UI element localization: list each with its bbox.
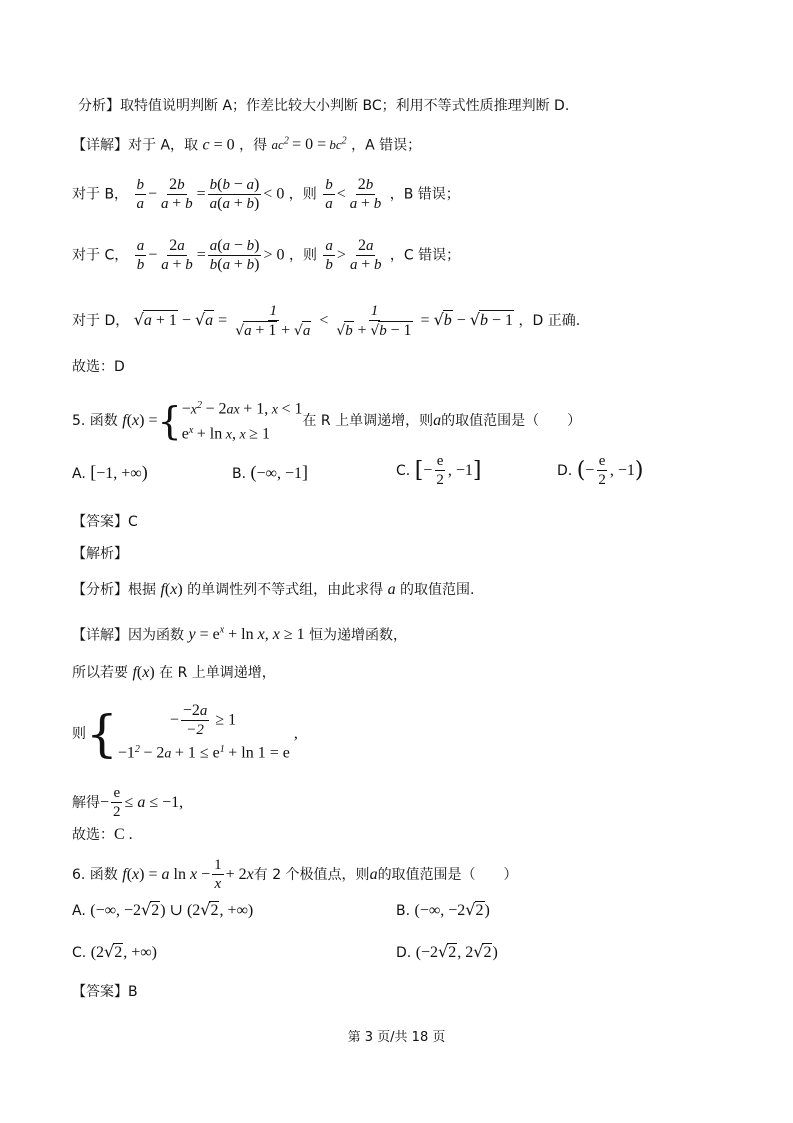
q5-xiangjie: 【详解】因为函数 $y = e^x + \ln x$, x ≥ 1 恒为递增函数， (72, 625, 408, 644)
frac-b-a: $\frac{b}{a}$ (136, 177, 145, 212)
frac-e-2-d: $\frac{e}{2}$ (598, 453, 606, 488)
q6-option-a[interactable]: A. (−∞, −2√2) ∪ (2√2, +∞) (72, 900, 254, 919)
q5-fenxi: 【分析】根据 f(x) 的单调性列不等式组，由此求得 a 的取值范围. (72, 581, 475, 598)
q5-option-c[interactable]: C. [ − $\frac{e}{2}$ , −1 ] (396, 453, 482, 488)
frac-2a-apb: $\frac{2a}{a + b}$ (161, 237, 193, 273)
q5-xiangjie-pre: 【详解】因为函数 (72, 627, 184, 644)
detail-c-prefix: 对于 C， (72, 247, 129, 264)
q5-stem: 5. 函数 f(x) = { $-x^2 - 2ax + 1$, x < 1 $e^x + \ln x$, x ≥ 1 在 R 上单调递增，则 a 的取值范围是（ ） (72, 396, 581, 445)
frac-e-2-sol: $\frac{e}{2}$ (113, 785, 121, 820)
q5-suoyi: 所以若要 f(x) 在 R 上单调递增， (72, 664, 276, 681)
q5-stem-text: 在 R 上单调递增，则 (302, 412, 434, 429)
frac-bba: $\frac{b(b - a)}{a(a + b)}$ (209, 176, 260, 212)
q6-option-c-label: C. (72, 945, 87, 961)
analysis-text: 分析】取特值说明判断 A；作差比较大小判断 BC；利用不等式性质推理判断 D. (78, 98, 570, 114)
q6-option-c[interactable]: C. (2√2, +∞) (72, 942, 157, 961)
q6-option-b-label: B. (396, 903, 411, 919)
frac-a-b-2: $\frac{a}{b}$ (325, 238, 333, 273)
q5-option-a[interactable]: A. [−1, +∞) (72, 462, 148, 482)
frac-a-b: $\frac{a}{b}$ (136, 238, 145, 273)
q5-jiexi (72, 544, 128, 564)
detail-c-mid: ，则 (288, 247, 317, 264)
detail-d-prefix: 对于 D， (72, 313, 130, 329)
q5-piecewise: $-x^2 - 2ax + 1$, x < 1 $e^x + \ln x$, x ≥ 1 (181, 400, 303, 443)
q6-number: 6. 函数 (72, 866, 118, 883)
q6-option-d-label: D. (396, 945, 412, 961)
choose-d-text: 故选：D (72, 359, 125, 375)
detail-c-suffix: ，C 错误； (389, 247, 461, 264)
q6-answer (72, 982, 138, 1002)
q5-suoyi-pre: 所以若要 (72, 665, 128, 681)
frac-sqrt-a: $\frac{1}{√a + 1 + √a}$ (235, 303, 311, 339)
frac-e-2: $\frac{e}{2}$ (436, 453, 444, 488)
detail-a-prefix: 【详解】对于 A，取 (72, 137, 199, 154)
detail-d-line: 对于 D， √a + 1 − √a = $\frac{1}{√a + 1 + √a}$ < $\frac{1}{√b + √b - 1}$ = √b − √b − 1 ，D 正确. (72, 303, 581, 339)
q5-stem-end: 的取值范围是（ ） (441, 412, 582, 429)
q5-jiede-text: 解得 (72, 794, 100, 811)
frac-2b-apb: $\frac{2b}{a + b}$ (161, 176, 193, 212)
frac-2a-apb-2: $\frac{2a}{a + b}$ (349, 237, 382, 273)
q6-answer-text: 【答案】B (72, 984, 138, 1000)
q5-system: 则 { − $\frac{-2a}{-2}$ ≥ 1 $-1^2 - 2a + 1 \le e^1 + \ln 1 = e$ , (72, 702, 298, 763)
q5-jiede: 解得 − $\frac{e}{2}$ ≤ a ≤ −1, (72, 785, 184, 820)
q5-xiangjie-post: 恒为递增函数， (309, 627, 408, 644)
option-d-label: D. (557, 462, 573, 479)
page-footer: 第 3 页/共 18 页 (347, 1030, 446, 1045)
detail-a-line (72, 132, 421, 155)
formula-ac2-bc2: $ac^2 = 0 = bc^2$ (271, 136, 347, 154)
frac-aab: $\frac{a(a - b)}{b(a + b)}$ (209, 237, 260, 273)
q5-answer-text: 【答案】C (72, 514, 138, 530)
q5-fenxi-mid: 的单调性列不等式组，由此求得 (187, 582, 384, 598)
frac-sqrt-b: $\frac{1}{√b + √b - 1}$ (336, 303, 412, 339)
q5-option-b[interactable]: B. (−∞, −1] (232, 462, 308, 482)
detail-b-line: 对于 B， $\frac{b}{a}$ − $\frac{2b}{a + b}$ = $\frac{b(b - a)}{a(a + b)}$ < 0 ，则 $\frac{b}{a}$ < $\frac{2b}{a + b}$ ，B 错误； (72, 176, 460, 212)
q6-option-b[interactable]: B. (−∞, −2√2) (396, 900, 490, 919)
q5-suoyi-post: 在 R 上单调递增， (159, 665, 276, 681)
q6-option-a-label: A. (72, 903, 86, 919)
frac-2b-apb-2: $\frac{2b}{a + b}$ (349, 176, 382, 212)
frac-b-a-2: $\frac{b}{a}$ (325, 177, 333, 212)
formula-c-zero: c = 0 (202, 136, 235, 154)
detail-a-mid: ，得 (239, 137, 268, 154)
choose-line (72, 357, 125, 377)
detail-c-line: 对于 C， $\frac{a}{b}$ − $\frac{2a}{a + b}$ = $\frac{a(a - b)}{b(a + b)}$ > 0 ，则 $\frac{a}{b}$ > $\frac{2a}{a + b}$ ，C 错误； (72, 237, 461, 273)
detail-b-mid: ，则 (288, 186, 317, 203)
option-c-label: C. (396, 462, 411, 479)
q5-answer (72, 512, 138, 532)
option-a-label: A. (72, 466, 86, 482)
q5-number: 5. 函数 (72, 412, 118, 429)
q6-stem: 6. 函数 f(x) = a ln x − $\frac{1}{x}$ + 2x 有 2 个极值点，则 a 的取值范围是（ ） (72, 857, 518, 892)
q5-guxuan: 故选：C . (72, 826, 133, 843)
detail-d-suffix: ，D 正确. (518, 313, 581, 329)
q5-ze: 则 (72, 725, 86, 742)
analysis-line (78, 96, 569, 116)
detail-b-suffix: ，B 错误； (389, 186, 460, 203)
option-b-label: B. (232, 466, 247, 482)
q6-stem-end: 的取值范围是（ ） (377, 866, 518, 883)
q6-option-d[interactable]: D. (−2√2, 2√2) (396, 942, 498, 961)
q5-guxuan-text: 故选： (72, 827, 114, 843)
q5-fenxi-pre: 【分析】根据 (72, 582, 156, 598)
q5-jiexi-text: 【解析】 (72, 546, 128, 562)
frac-1-x: $\frac{1}{x}$ (214, 857, 222, 892)
detail-a-suffix: ，A 错误； (351, 137, 422, 154)
q5-fx: f(x) = (122, 411, 158, 429)
detail-b-prefix: 对于 B， (72, 186, 129, 203)
q6-stem-text: 有 2 个极值点，则 (253, 866, 370, 883)
q5-fenxi-post: 的取值范围. (400, 582, 475, 598)
frac-2a-2: $\frac{-2a}{-2}$ (182, 702, 208, 738)
q5-option-d[interactable]: D. ( − $\frac{e}{2}$ , −1 ) (557, 453, 644, 488)
